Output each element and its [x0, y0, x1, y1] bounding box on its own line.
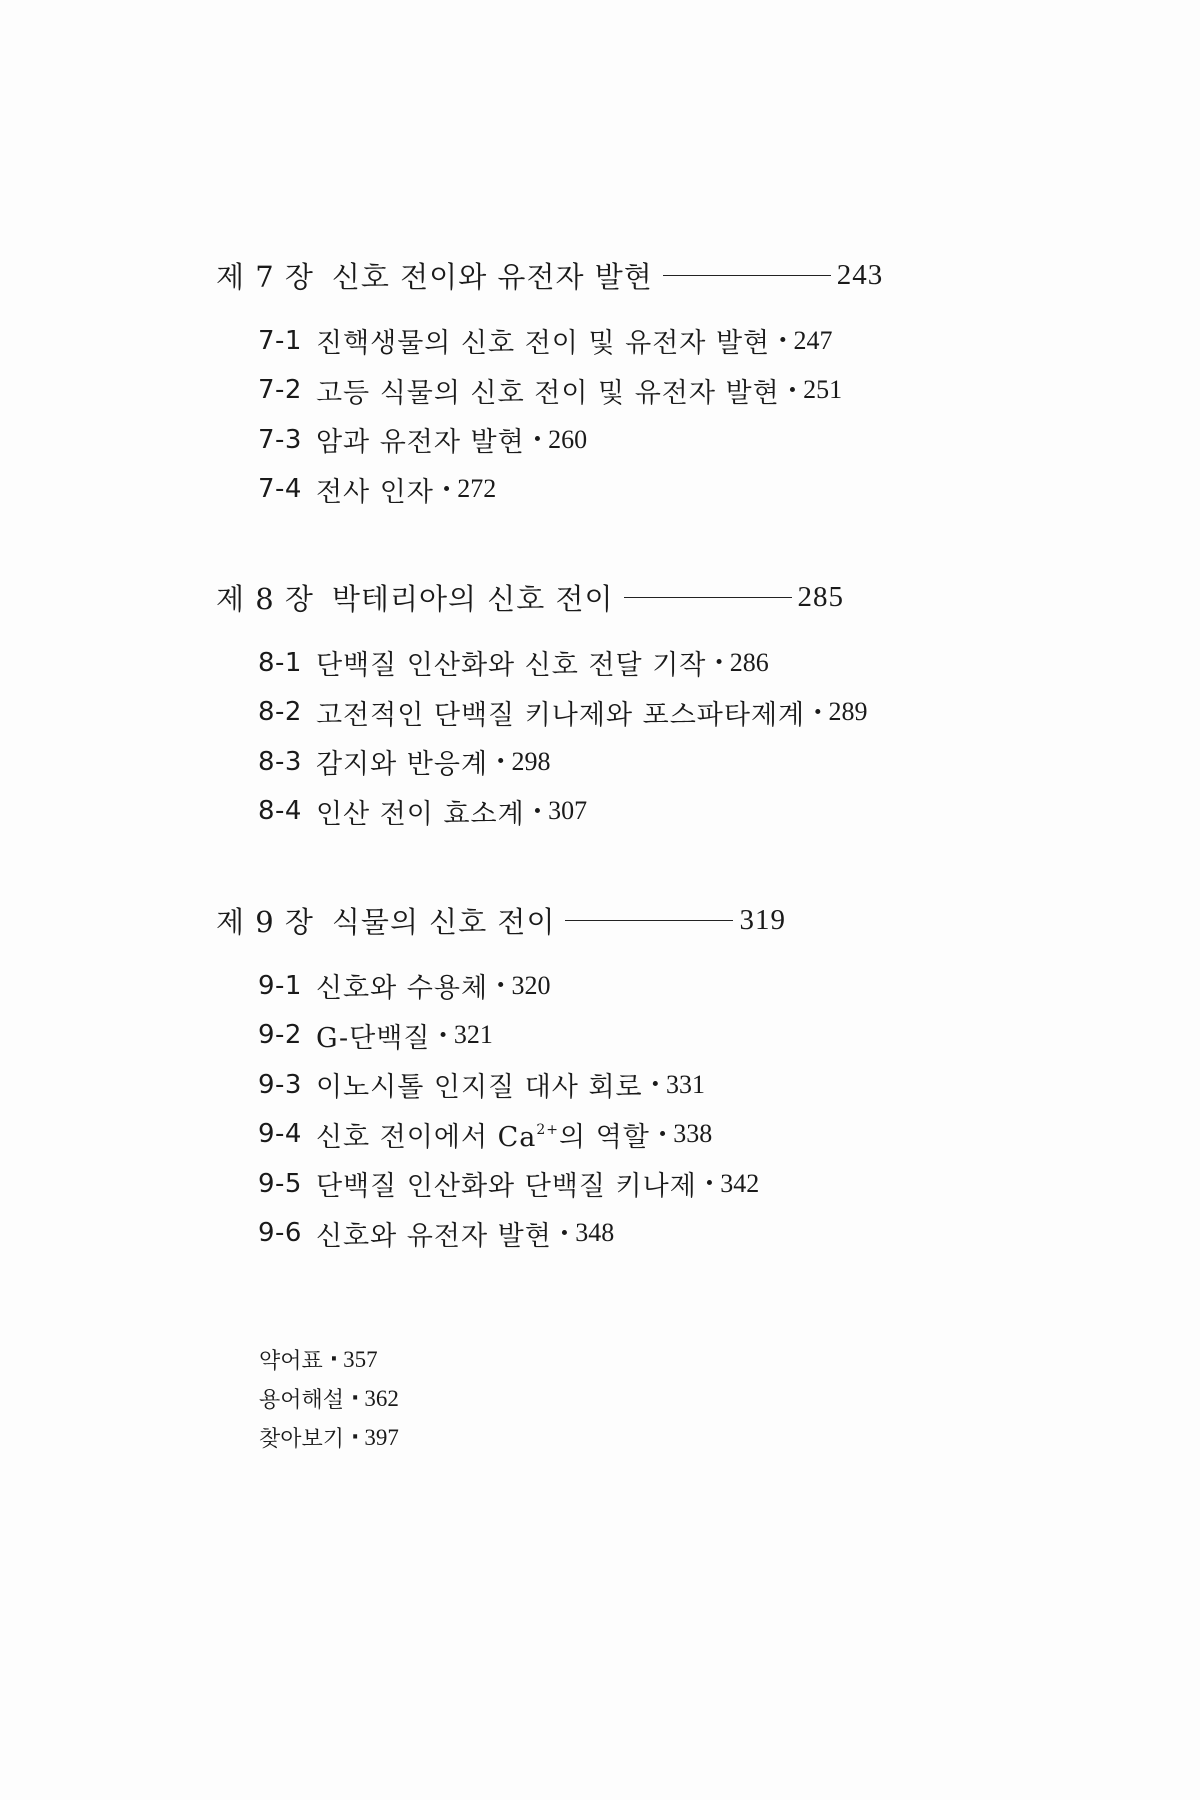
section-title: 고전적인 단백질 키나제와 포스파타제계 [315, 699, 806, 731]
separator-dot: · [532, 795, 543, 827]
chapter-title: 박테리아의 신호 전이 [331, 581, 614, 616]
section-title: 전사 인자 [315, 476, 434, 508]
chapter-number: 제 7 장 [216, 259, 314, 294]
section-title: 감지와 반응계 [315, 749, 489, 781]
chapter-8 [216, 575, 936, 836]
separator-dot: · [532, 424, 543, 456]
section-number: 7-2 [258, 375, 302, 406]
section-item [258, 1011, 936, 1061]
separator-dot: · [813, 696, 823, 728]
section-number: 9-1 [258, 970, 302, 1001]
leader-line [565, 920, 733, 921]
chapter-heading [216, 253, 936, 297]
separator-dot: · [787, 374, 798, 406]
separator-dot: · [351, 1425, 360, 1450]
separator-dot: · [496, 970, 506, 1002]
section-page: 321 [453, 1020, 493, 1050]
chapter-heading [216, 898, 936, 942]
chapter-number: 제 8 장 [216, 581, 314, 616]
section-title-part: 의 역할 [559, 1121, 650, 1153]
appendix-page: 357 [343, 1346, 378, 1372]
section-title: 신호와 수용체 [315, 973, 489, 1005]
appendix-item [259, 1418, 399, 1457]
chapter-7 [216, 253, 936, 514]
appendix-item [259, 1340, 399, 1379]
section-number: 7-3 [258, 424, 302, 455]
section-title [316, 1115, 650, 1154]
section-page: 348 [575, 1218, 615, 1248]
section-number: 7-4 [258, 474, 302, 505]
section-number: 9-4 [258, 1119, 302, 1150]
separator-dot: · [657, 1118, 668, 1150]
appendix-list [259, 1340, 399, 1457]
section-number: 9-5 [258, 1168, 302, 1199]
section-page: 260 [548, 424, 588, 454]
section-page: 251 [803, 375, 843, 405]
section-page: 307 [548, 796, 588, 826]
section-title: 단백질 인산화와 단백질 키나제 [315, 1171, 697, 1203]
section-title-part: 신호 전이에서 Ca [315, 1121, 537, 1153]
section-list [216, 316, 936, 514]
section-number: 8-4 [258, 796, 302, 827]
section-item [258, 316, 936, 366]
appendix-title: 찾아보기 [259, 1427, 345, 1452]
section-item [258, 737, 936, 787]
chapter-heading [216, 575, 936, 619]
section-item [258, 688, 936, 738]
section-title: 이노시톨 인지질 대사 회로 [315, 1072, 643, 1104]
section-number: 9-6 [258, 1218, 302, 1249]
section-item [258, 415, 936, 465]
separator-dot: · [441, 473, 452, 505]
section-page: 331 [666, 1069, 706, 1099]
leader-line [663, 275, 831, 276]
chapter-page: 319 [739, 903, 786, 936]
chapter-page: 243 [836, 258, 884, 291]
section-title: G-단백질 [315, 1022, 431, 1054]
section-page: 298 [511, 746, 551, 776]
appendix-page: 362 [364, 1385, 399, 1411]
appendix-item [259, 1379, 399, 1418]
section-title: 고등 식물의 신호 전이 및 유전자 발현 [315, 377, 780, 409]
section-list [216, 638, 936, 836]
leader-line [624, 597, 792, 598]
section-title: 진핵생물의 신호 전이 및 유전자 발현 [315, 328, 771, 360]
chapter-9 [216, 898, 936, 1258]
section-list [216, 961, 936, 1258]
appendix-title: 용어해설 [259, 1388, 345, 1413]
separator-dot: · [351, 1386, 360, 1411]
section-item [258, 1060, 936, 1110]
separator-dot: · [704, 1168, 715, 1200]
separator-dot: · [496, 746, 506, 778]
separator-dot: · [714, 647, 724, 679]
separator-dot: · [559, 1217, 570, 1249]
section-page: 338 [673, 1119, 713, 1149]
section-page: 320 [511, 970, 551, 1000]
section-number: 7-1 [258, 325, 302, 356]
section-item [258, 787, 936, 837]
chapter-page: 285 [797, 580, 844, 613]
section-number: 8-3 [258, 746, 302, 777]
section-page: 342 [720, 1168, 760, 1198]
section-title: 신호와 유전자 발현 [315, 1220, 552, 1252]
section-item [258, 961, 936, 1011]
chapter-number: 제 9 장 [216, 904, 314, 939]
section-item [258, 465, 936, 515]
separator-dot: · [650, 1069, 661, 1101]
separator-dot: · [329, 1347, 339, 1372]
section-number: 9-3 [258, 1069, 302, 1100]
section-title: 암과 유전자 발현 [315, 427, 525, 459]
section-number: 8-1 [258, 647, 302, 678]
section-item [258, 366, 936, 416]
section-number: 9-2 [258, 1020, 302, 1051]
section-item [258, 1209, 936, 1259]
chapter-title: 신호 전이와 유전자 발현 [331, 259, 653, 294]
separator-dot: · [438, 1019, 448, 1051]
section-item [258, 1159, 936, 1209]
separator-dot: · [778, 325, 788, 357]
section-page: 247 [793, 325, 833, 355]
section-title: 단백질 인산화와 신호 전달 기작 [315, 650, 707, 682]
superscript-charge: 2+ [536, 1121, 560, 1138]
appendix-page: 397 [364, 1424, 399, 1450]
chapter-title: 식물의 신호 전이 [331, 904, 556, 939]
section-page: 286 [729, 647, 769, 677]
section-title: 인산 전이 효소계 [315, 798, 525, 830]
section-number: 8-2 [258, 697, 302, 728]
section-page: 272 [457, 474, 497, 504]
section-item [258, 638, 936, 688]
section-page: 289 [828, 697, 868, 727]
section-item [258, 1110, 936, 1160]
appendix-title: 약어표 [259, 1349, 323, 1374]
